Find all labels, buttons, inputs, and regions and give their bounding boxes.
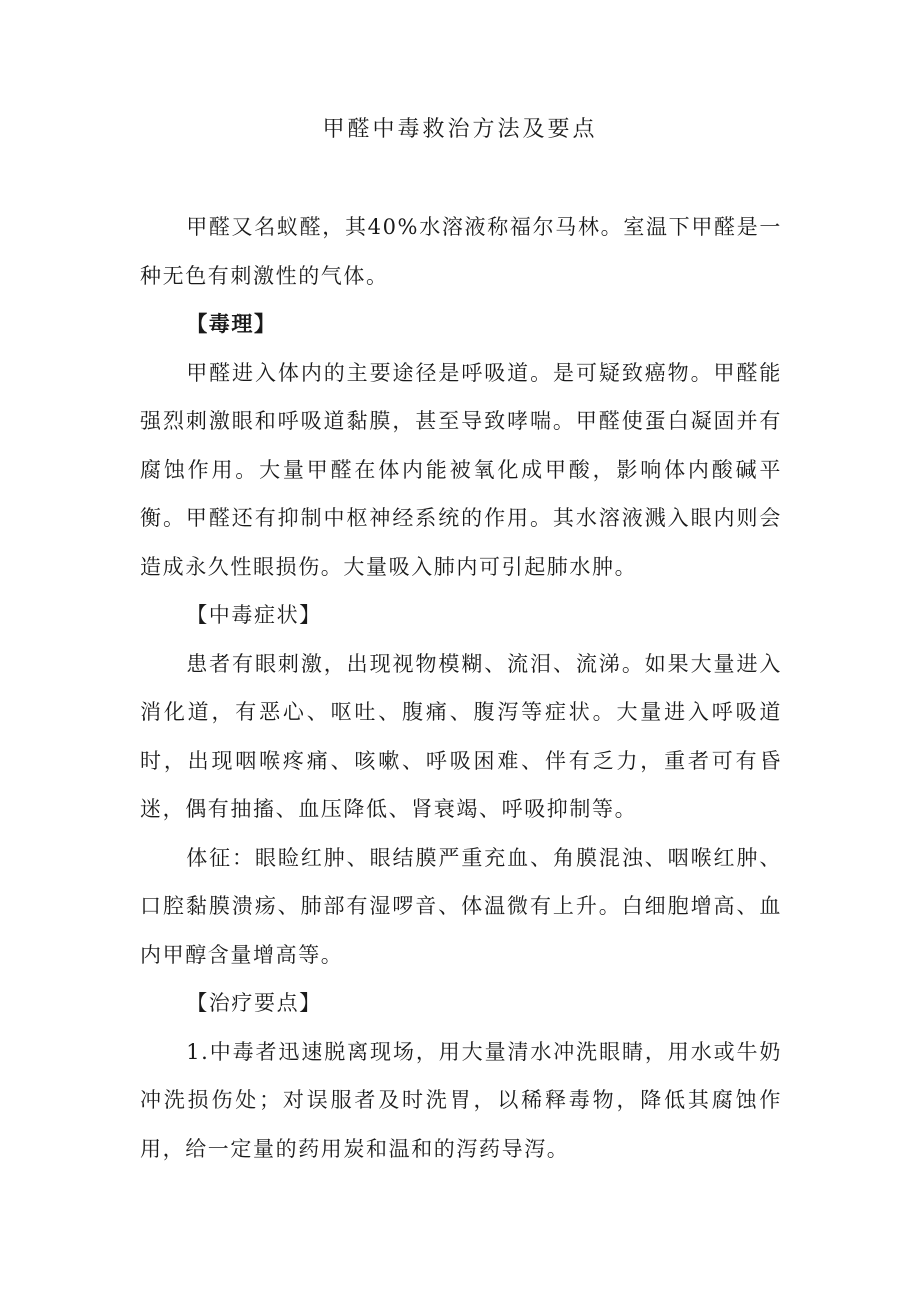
treatment-heading: 【治疗要点】 xyxy=(186,991,322,1015)
treatment-item-1: 1.中毒者迅速脱离现场，用大量清水冲洗眼睛，用水或牛奶冲洗损伤处；对误服者及时洗胃，以稀释毒物，降低其腐蚀作用，给一定量的药用炭和温和的泻药导泻。 xyxy=(140,1039,782,1161)
document-title: 甲醛中毒救治方法及要点 xyxy=(322,117,598,142)
signs-paragraph: 体征：眼睑红肿、眼结膜严重充血、角膜混浊、咽喉红肿、口腔黏膜溃疡、肺部有湿啰音、体温微有上升。白细胞增高、血内甲醇含量增高等。 xyxy=(140,845,782,967)
symptoms-paragraph: 患者有眼刺激，出现视物模糊、流泪、流涕。如果大量进入消化道，有恶心、呕吐、腹痛、腹泻等症状。大量进入呼吸道时，出现咽喉疼痛、咳嗽、呼吸困难、伴有乏力，重者可有昏迷，偶有抽搐、血压降低、肾衰竭、呼吸抑制等。 xyxy=(140,651,782,821)
toxicology-paragraph: 甲醛进入体内的主要途径是呼吸道。是可疑致癌物。甲醛能强烈刺激眼和呼吸道黏膜，甚至导致哮喘。甲醛使蛋白凝固并有腐蚀作用。大量甲醛在体内能被氧化成甲酸，影响体内酸碱平衡。甲醛还有抑制中枢神经系统的作用。其水溶液溅入眼内则会造成永久性眼损伤。大量吸入肺内可引起肺水肿。 xyxy=(140,360,782,579)
intro-paragraph: 甲醛又名蚁醛，其40%水溶液称福尔马林。室温下甲醛是一种无色有刺激性的气体。 xyxy=(140,215,782,288)
symptoms-heading: 【中毒症状】 xyxy=(186,603,322,627)
document-body xyxy=(140,203,782,1173)
toxicology-heading: 【毒理】 xyxy=(186,311,277,336)
